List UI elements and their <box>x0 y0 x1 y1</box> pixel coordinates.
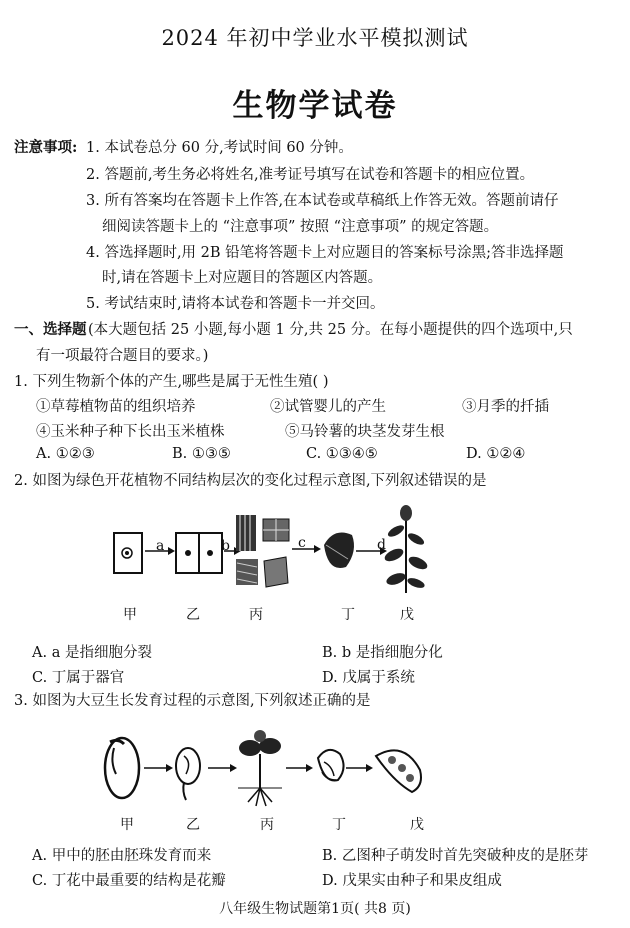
q2-option-d: D. 戊属于系统 <box>322 670 415 686</box>
q3-label-wu: 戊 <box>410 817 424 833</box>
arrow-letter-a: a <box>156 538 165 554</box>
q3-label-bing: 丙 <box>260 817 274 833</box>
notice-item-4: 4. 答选择题时,用 2B 铅笔将答题卡上对应题目的答案标号涂黑;答非选择题 <box>86 245 564 261</box>
q2-label-ding: 丁 <box>341 607 355 623</box>
q2-label-bing: 丙 <box>249 607 263 623</box>
notice-item-3-cont: 细阅读答题卡上的 “注意事项” 按照 “注意事项” 的规定答题。 <box>102 219 499 235</box>
germinating-seed-icon <box>176 748 200 800</box>
tissue-icon <box>236 515 289 587</box>
arrow-letter-d: d <box>377 537 386 553</box>
q1-option-b: B. ①③⑤ <box>172 446 231 462</box>
q1-item-3: ③月季的扦插 <box>462 399 549 415</box>
page-footer: 八年级生物试题第1页( 共8 页) <box>219 901 411 917</box>
soybean-growth-figure <box>100 728 440 808</box>
q3-label-jia: 甲 <box>120 817 134 833</box>
subject-title: 生物学试卷 <box>232 88 398 124</box>
q1-stem: 1. 下列生物新个体的产生,哪些是属于无性生殖( ) <box>14 374 329 390</box>
notice-item-5: 5. 考试结束时,请将本试卷和答题卡一并交回。 <box>86 296 385 312</box>
q1-option-d: D. ①②④ <box>466 446 526 462</box>
q1-item-4: ④玉米种子种下长出玉米植株 <box>36 424 225 440</box>
q2-stem: 2. 如图为绿色开花植物不同结构层次的变化过程示意图,下列叙述错误的是 <box>14 473 487 489</box>
two-cells-icon <box>176 533 222 573</box>
q3-label-yi: 乙 <box>186 817 200 833</box>
q1-item-2: ②试管婴儿的产生 <box>270 399 386 415</box>
plant-icon <box>383 505 429 593</box>
q3-option-a: A. 甲中的胚由胚珠发育而来 <box>32 848 212 864</box>
q3-label-ding: 丁 <box>332 817 346 833</box>
notice-item-1: 1. 本试卷总分 60 分,考试时间 60 分钟。 <box>86 140 353 156</box>
notice-label: 注意事项: <box>14 139 78 156</box>
plant-structure-figure <box>100 505 440 600</box>
notice-item-4-cont: 时,请在答题卡上对应题目的答题区内答题。 <box>102 270 383 286</box>
flower-icon <box>318 750 344 781</box>
seed-icon <box>105 738 139 798</box>
exam-title: 2024 年初中学业水平模拟测试 <box>161 26 469 50</box>
q3-option-d: D. 戊果实由种子和果皮组成 <box>322 873 502 889</box>
q1-item-5: ⑤马铃薯的块茎发芽生根 <box>285 424 445 440</box>
section-label: 一、选择题 <box>14 321 87 338</box>
q1-option-a: A. ①②③ <box>36 446 95 462</box>
q1-option-c: C. ①③④⑤ <box>306 446 378 462</box>
q2-option-c: C. 丁属于器官 <box>32 670 125 686</box>
q2-option-b: B. b 是指细胞分化 <box>322 645 443 661</box>
q3-stem: 3. 如图为大豆生长发育过程的示意图,下列叙述正确的是 <box>14 693 371 709</box>
arrow-letter-c: c <box>298 535 306 551</box>
section-desc-1: (本大题包括 25 小题,每小题 1 分,共 25 分。在每小题提供的四个选项中,只 <box>88 322 573 338</box>
seedling-icon <box>238 730 282 806</box>
section-desc-2: 有一项最符合题目的要求。) <box>36 348 209 364</box>
q3-option-b: B. 乙图种子萌发时首先突破种皮的是胚芽 <box>322 848 589 864</box>
bean-pod-icon <box>376 750 421 792</box>
leaf-organ-icon <box>324 533 354 569</box>
q2-label-jia: 甲 <box>123 607 137 623</box>
q1-item-1: ①草莓植物苗的组织培养 <box>36 399 196 415</box>
notice-item-3: 3. 所有答案均在答题卡上作答,在本试卷或草稿纸上作答无效。答题前请仔 <box>86 193 559 209</box>
q2-label-wu: 戊 <box>400 607 414 623</box>
q3-option-c: C. 丁花中最重要的结构是花瓣 <box>32 873 226 889</box>
q2-label-yi: 乙 <box>186 607 200 623</box>
notice-item-2: 2. 答题前,考生务必将姓名,准考证号填写在试卷和答题卡的相应位置。 <box>86 167 535 183</box>
arrow-letter-b: b <box>221 538 230 554</box>
cell-icon <box>114 533 142 573</box>
q2-option-a: A. a 是指细胞分裂 <box>32 645 152 661</box>
